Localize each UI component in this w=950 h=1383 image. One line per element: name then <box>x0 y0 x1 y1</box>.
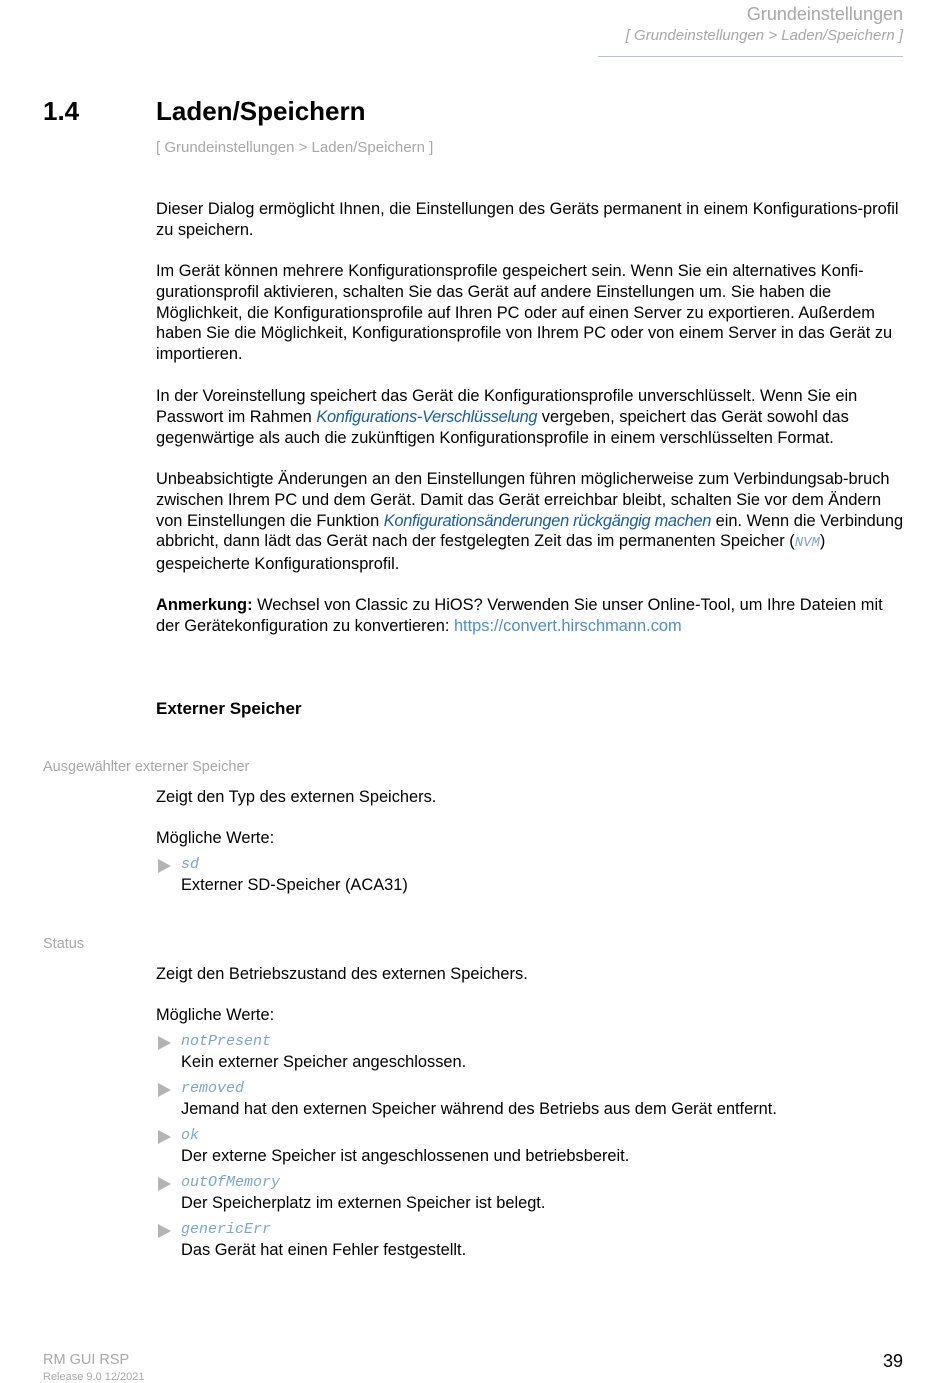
link-konfigurationsaenderungen[interactable]: Konfigurationsänderungen rückgängig machen <box>383 511 712 530</box>
possible-values-label: Mögliche Werte: <box>156 829 275 847</box>
paragraph-text: In der Voreinstellung speichert das Gerät die Konfigurationsprofile unverschlüsselt. Wenn Sie ein Passwort im Rahmen <box>156 387 858 426</box>
section-number: 1.4 <box>43 96 80 126</box>
section-title: Laden/Speichern <box>156 96 366 126</box>
page-number: 39 <box>882 1351 903 1371</box>
section-breadcrumb: [ Grundeinstellungen > Laden/Speichern ] <box>156 139 434 156</box>
triangle-bullet-icon <box>158 1036 171 1050</box>
intro-paragraph-2: Im Gerät können mehrere Konfigurationsprofile gespeichert sein. Wenn Sie ein alternatives Konfi-gurationsprofil aktivieren, schalten Sie das Gerät auf andere Einstellungen um. Sie haben die Möglichkeit, die Konfigurationsprofile auf Ihren PC oder auf einen Server zu exportieren. Außerdem haben Sie die Möglichkeit, Konfigurationsprofile von Ihrem PC oder von einem Server in das Gerät zu importieren. <box>156 262 893 364</box>
note-label: Anmerkung: <box>156 596 253 614</box>
value-name: outOfMemory <box>181 1174 281 1191</box>
paragraph-text: ) gespeicherte Konfigurationsprofil. <box>156 532 826 574</box>
value-name: ok <box>181 1127 200 1144</box>
field-description: Zeigt den Betriebszustand des externen Speichers. <box>156 965 528 983</box>
value-description: Jemand hat den externen Speicher während des Betriebs aus dem Gerät entfernt. <box>181 1100 777 1118</box>
triangle-bullet-icon <box>158 1224 171 1238</box>
link-konfigurations-verschluesselung[interactable]: Konfigurations-Verschlüsselung <box>316 407 538 426</box>
field-label-status: Status <box>43 936 85 952</box>
possible-values-label: Mögliche Werte: <box>156 1006 275 1024</box>
paragraph-text: ein. Wenn die Verbindung abbricht, dann lädt das Gerät nach der festgelegten Zeit das im permanenten Speicher ( <box>156 511 904 551</box>
triangle-bullet-icon <box>158 1083 171 1097</box>
paragraph-text: vergeben, speichert das Gerät sowohl das gegenwärtige als auch die zukünftigen Konfigurationsprofile in einem verschlüsselten Format. <box>156 407 849 447</box>
running-header-path: [ Grundeinstellungen > Laden/Speichern ] <box>625 27 903 44</box>
running-header-title: Grundeinstellungen <box>746 4 903 24</box>
field-label-external-memory: Ausgewählter externer Speicher <box>43 759 250 775</box>
triangle-bullet-icon <box>158 1177 171 1191</box>
value-description: Der Speicherplatz im externen Speicher ist belegt. <box>181 1194 546 1212</box>
intro-paragraph-4 <box>156 469 908 575</box>
intro-paragraph-1: Dieser Dialog ermöglicht Ihnen, die Einstellungen des Geräts permanent in einem Konfigurations-profil zu speichern. <box>156 200 899 239</box>
paragraph-text: Unbeabsichtigte Änderungen an den Einstellungen führen möglicherweise zum Verbindungsab-bruch zwischen Ihrem PC und dem Gerät. Damit das Gerät erreichbar bleibt, schalten Sie vor dem Ändern von Einstellungen die Funktion <box>156 470 890 530</box>
value-description: Kein externer Speicher angeschlossen. <box>181 1053 467 1071</box>
value-name: sd <box>181 856 200 873</box>
value-description: Der externe Speicher ist angeschlossenen und betriebsbereit. <box>181 1147 630 1165</box>
footer-document-name: RM GUI RSP <box>43 1352 130 1368</box>
value-name: genericErr <box>181 1221 272 1238</box>
header-divider <box>598 56 903 57</box>
value-description: Das Gerät hat einen Fehler festgestellt. <box>181 1241 467 1259</box>
convert-url-link[interactable]: https://convert.hirschmann.com <box>453 616 682 635</box>
subsection-title: Externer Speicher <box>156 699 302 718</box>
note-text: Wechsel von Classic zu HiOS? Verwenden Sie unser Online-Tool, um Ihre Dateien mit der Gerätekonfiguration zu konvertieren: <box>156 596 883 635</box>
value-name: removed <box>181 1080 245 1097</box>
value-name: notPresent <box>181 1033 272 1050</box>
field-description: Zeigt den Typ des externen Speichers. <box>156 788 437 806</box>
triangle-bullet-icon <box>158 859 171 873</box>
value-description: Externer SD-Speicher (ACA31) <box>181 876 408 894</box>
intro-paragraph-3 <box>156 386 908 448</box>
inline-code-nvm: NVM <box>794 535 820 552</box>
footer-release: Release 9.0 12/2021 <box>43 1371 145 1383</box>
triangle-bullet-icon <box>158 1130 171 1144</box>
note-paragraph <box>156 595 908 637</box>
